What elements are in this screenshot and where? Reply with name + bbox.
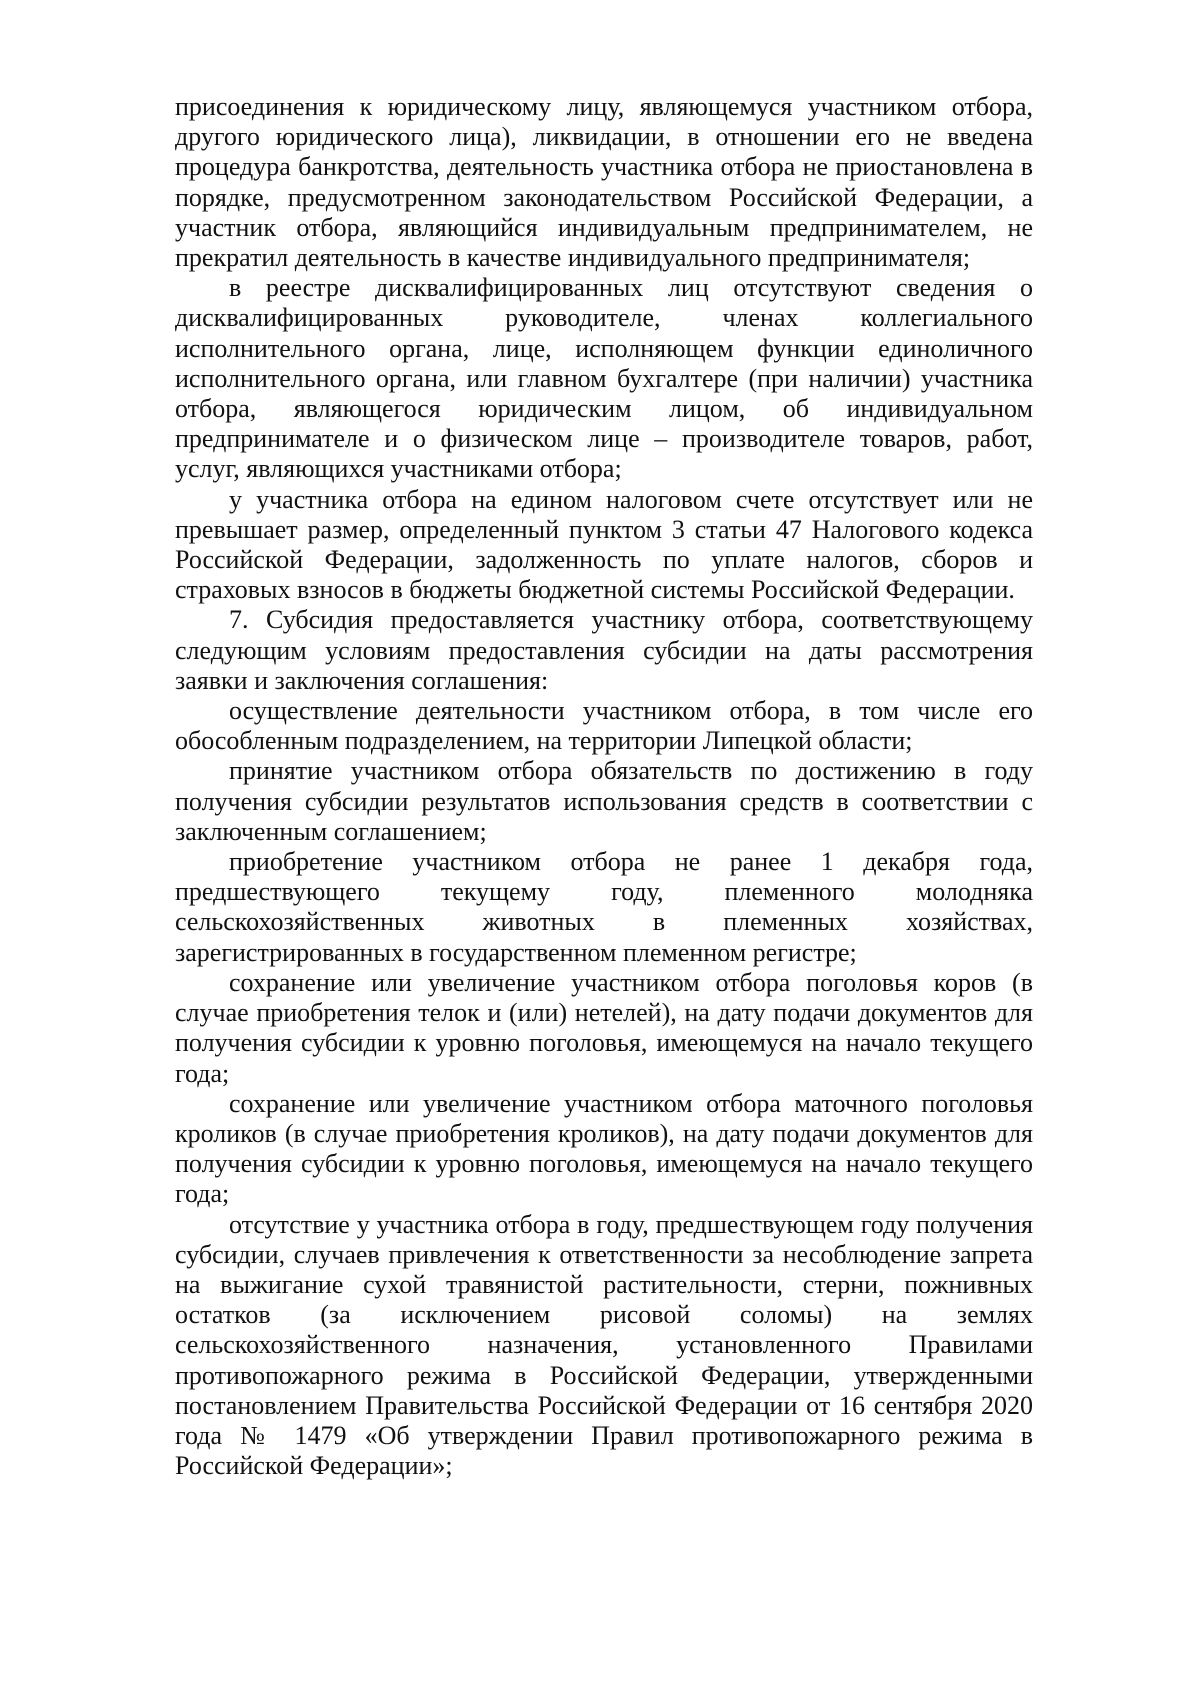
paragraph-continuation: присоединения к юридическому лицу, являющемуся участником отбора, другого юридического лица), ликвидации, в отношении его не введена процедура банкротства, деятельность участника отбора не приостановлена в порядке, предусмотренном законодательством Российской Федерации, а участник отбора, являющийся индивидуальным предпринимателем, не прекратил деятельность в качестве индивидуального предпринимателя; — [175, 92, 1033, 273]
paragraph-tax-debt: у участника отбора на едином налоговом счете отсутствует или не превышает размер, определенный пунктом 3 статьи 47 Налогового кодекса Российской Федерации, задолженность по уплате налогов, сборов и страховых взносов в бюджеты бюджетной системы Российской Федерации. — [175, 484, 1033, 605]
paragraph-disqualified-registry: в реестре дисквалифицированных лиц отсутствуют сведения о дисквалифицированных руководителе, членах коллегиального исполнительного органа, лице, исполняющем функции единоличного исполнительного органа, или главном бухгалтере (при наличии) участника отбора, являющегося юридическим лицом, об индивидуальном предпринимателе и о физическом лице – производителе товаров, работ, услуг, являющихся участниками отбора; — [175, 273, 1033, 484]
paragraph-fire-regime: отсутствие у участника отбора в году, предшествующем году получения субсидии, случаев привлечения к ответственности за несоблюдение запрета на выжигание сухой травянистой растительности, стерни, пожнивных остатков (за исключением рисовой соломы) на землях сельскохозяйственного назначения, установленного Правилами противопожарного режима в Российской Федерации, утвержденными постановлением Правительства Российской Федерации от 16 сентября 2020 года № 1479 «Об утверждении Правил противопожарного режима в Российской Федерации»; — [175, 1209, 1033, 1481]
paragraph-rabbits-livestock: сохранение или увеличение участником отбора маточного поголовья кроликов (в случае приобретения кроликов), на дату подачи документов для получения субсидии к уровню поголовья, имеющемуся на начало текущего года; — [175, 1088, 1033, 1209]
paragraph-breeding-stock: приобретение участником отбора не ранее 1 декабря года, предшествующего текущему году, племенного молодняка сельскохозяйственных животных в племенных хозяйствах, зарегистрированных в государственном племенном регистре; — [175, 847, 1033, 967]
paragraph-obligations: принятие участником отбора обязательств по достижению в году получения субсидии результатов использования средств в соответствии с заключенным соглашением; — [175, 756, 1033, 846]
paragraph-cows-livestock: сохранение или увеличение участником отбора поголовья коров (в случае приобретения телок и (или) нетелей), на дату подачи документов для получения субсидии к уровню поголовья, имеющемуся на начало текущего года; — [175, 967, 1033, 1088]
document-page — [175, 92, 1033, 1481]
paragraph-activity-territory: осуществление деятельности участником отбора, в том числе его обособленным подразделением, на территории Липецкой области; — [175, 696, 1033, 756]
paragraph-clause-7: 7. Субсидия предоставляется участнику отбора, соответствующему следующим условиям предоставления субсидии на даты рассмотрения заявки и заключения соглашения: — [175, 605, 1033, 695]
